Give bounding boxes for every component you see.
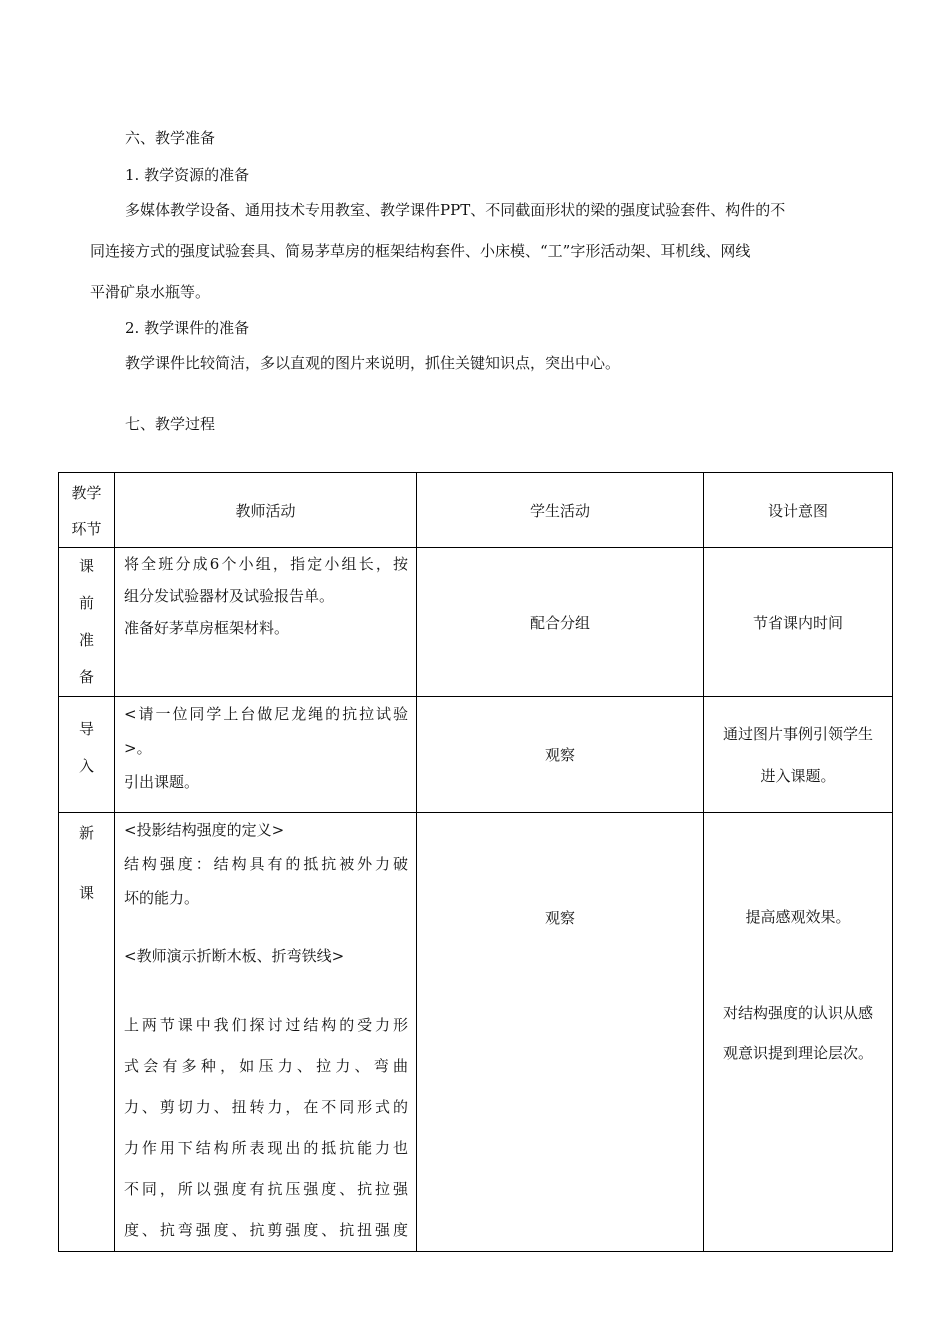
- header-stage-cell: [59, 473, 115, 548]
- teacher-line: 上两节课中我们探讨过结构的受力形: [124, 1016, 408, 1034]
- student-activity-cell: [417, 813, 704, 1252]
- item-resources-text-line-1: 多媒体教学设备、通用技术专用教室、教学课件PPT、不同截面形状的梁的强度试验套件、构件的不: [125, 201, 786, 219]
- stage-char: 入: [78, 757, 94, 775]
- design-intent-line: 对结构强度的认识从感: [722, 1004, 873, 1022]
- header-student-label: 学生活动: [529, 501, 590, 520]
- teacher-line: 坏的能力。: [124, 889, 200, 907]
- table-row: [59, 697, 893, 813]
- design-intent-line: 通过图片事例引领学生: [722, 724, 873, 743]
- item-courseware-title: 2. 教学课件的准备: [125, 319, 250, 337]
- stage-cell-pre-class: [59, 548, 115, 697]
- teacher-line: 组分发试验器材及试验报告单。: [124, 587, 335, 605]
- teacher-line: 不同，所以强度有抗压强度、抗拉强: [124, 1180, 408, 1198]
- item-courseware-text: 教学课件比较简洁，多以直观的图片来说明，抓住关键知识点，突出中心。: [125, 354, 621, 372]
- design-intent-cell: [704, 697, 893, 813]
- design-intent-cell: [704, 813, 893, 1252]
- stage-cell-new-lesson: [59, 813, 115, 1252]
- section-heading-process: 七、教学过程: [125, 415, 216, 433]
- section-heading-preparation: 六、教学准备: [125, 129, 216, 147]
- header-intent-cell: [704, 473, 893, 548]
- student-activity-cell: [417, 697, 704, 813]
- item-resources-text-line-3: 平滑矿泉水瓶等。: [90, 283, 211, 301]
- stage-char: 课: [78, 884, 94, 902]
- student-activity-text: 观察: [544, 909, 575, 927]
- table-row: [59, 548, 893, 697]
- item-resources-title: 1. 教学资源的准备: [125, 166, 250, 184]
- item-resources-text-line-2: 同连接方式的强度试验套具、简易茅草房的框架结构套件、小床模、“工”字形活动架、耳机线、网线: [90, 242, 751, 260]
- teacher-line: 引出课题。: [124, 773, 200, 791]
- teacher-line: 结构强度：结构具有的抵抗被外力破: [124, 855, 408, 873]
- stage-char: 准: [78, 631, 94, 649]
- header-intent-label: 设计意图: [767, 501, 828, 520]
- teacher-activity-cell: [115, 548, 417, 697]
- teacher-line: 将全班分成6个小组，指定小组长，按: [124, 555, 408, 573]
- table-row: [59, 813, 893, 1252]
- header-teacher-cell: [115, 473, 417, 548]
- teacher-line: 度、抗弯强度、抗剪强度、抗扭强度: [124, 1221, 408, 1239]
- teacher-line: 力、剪切力、扭转力，在不同形式的: [124, 1098, 408, 1116]
- stage-char: 导: [78, 720, 94, 738]
- header-student-cell: [417, 473, 704, 548]
- stage-char: 备: [78, 668, 94, 686]
- design-intent-line: 观意识提到理论层次。: [722, 1044, 873, 1062]
- student-activity-cell: [417, 548, 704, 697]
- table-header-row: [59, 473, 893, 548]
- stage-cell-intro: [59, 697, 115, 813]
- design-intent-line: 提高感观效果。: [745, 908, 851, 926]
- teacher-line: <投影结构强度的定义>: [124, 821, 285, 839]
- teacher-line: <请一位同学上台做尼龙绳的抗拉试验: [124, 705, 408, 723]
- header-stage-line-1: 教学: [71, 484, 102, 502]
- stage-char: 课: [78, 557, 94, 575]
- student-activity-text: 观察: [544, 746, 575, 764]
- design-intent-text: 节省课内时间: [752, 613, 843, 632]
- stage-char: 新: [78, 824, 94, 842]
- student-activity-text: 配合分组: [529, 613, 590, 632]
- teacher-line: >。: [124, 739, 152, 757]
- header-stage-line-2: 环节: [71, 520, 102, 538]
- teacher-line: 准备好茅草房框架材料。: [124, 619, 290, 637]
- teacher-activity-cell: [115, 697, 417, 813]
- lesson-process-table: [58, 472, 893, 1252]
- teacher-line: <教师演示折断木板、折弯铁线>: [124, 947, 345, 965]
- teacher-line: 力作用下结构所表现出的抵抗能力也: [124, 1139, 408, 1157]
- teacher-activity-cell: [115, 813, 417, 1252]
- design-intent-line: 进入课题。: [760, 766, 836, 785]
- stage-char: 前: [78, 594, 94, 612]
- header-teacher-label: 教师活动: [235, 501, 296, 520]
- teacher-line: 式会有多种，如压力、拉力、弯曲: [124, 1057, 408, 1075]
- design-intent-cell: [704, 548, 893, 697]
